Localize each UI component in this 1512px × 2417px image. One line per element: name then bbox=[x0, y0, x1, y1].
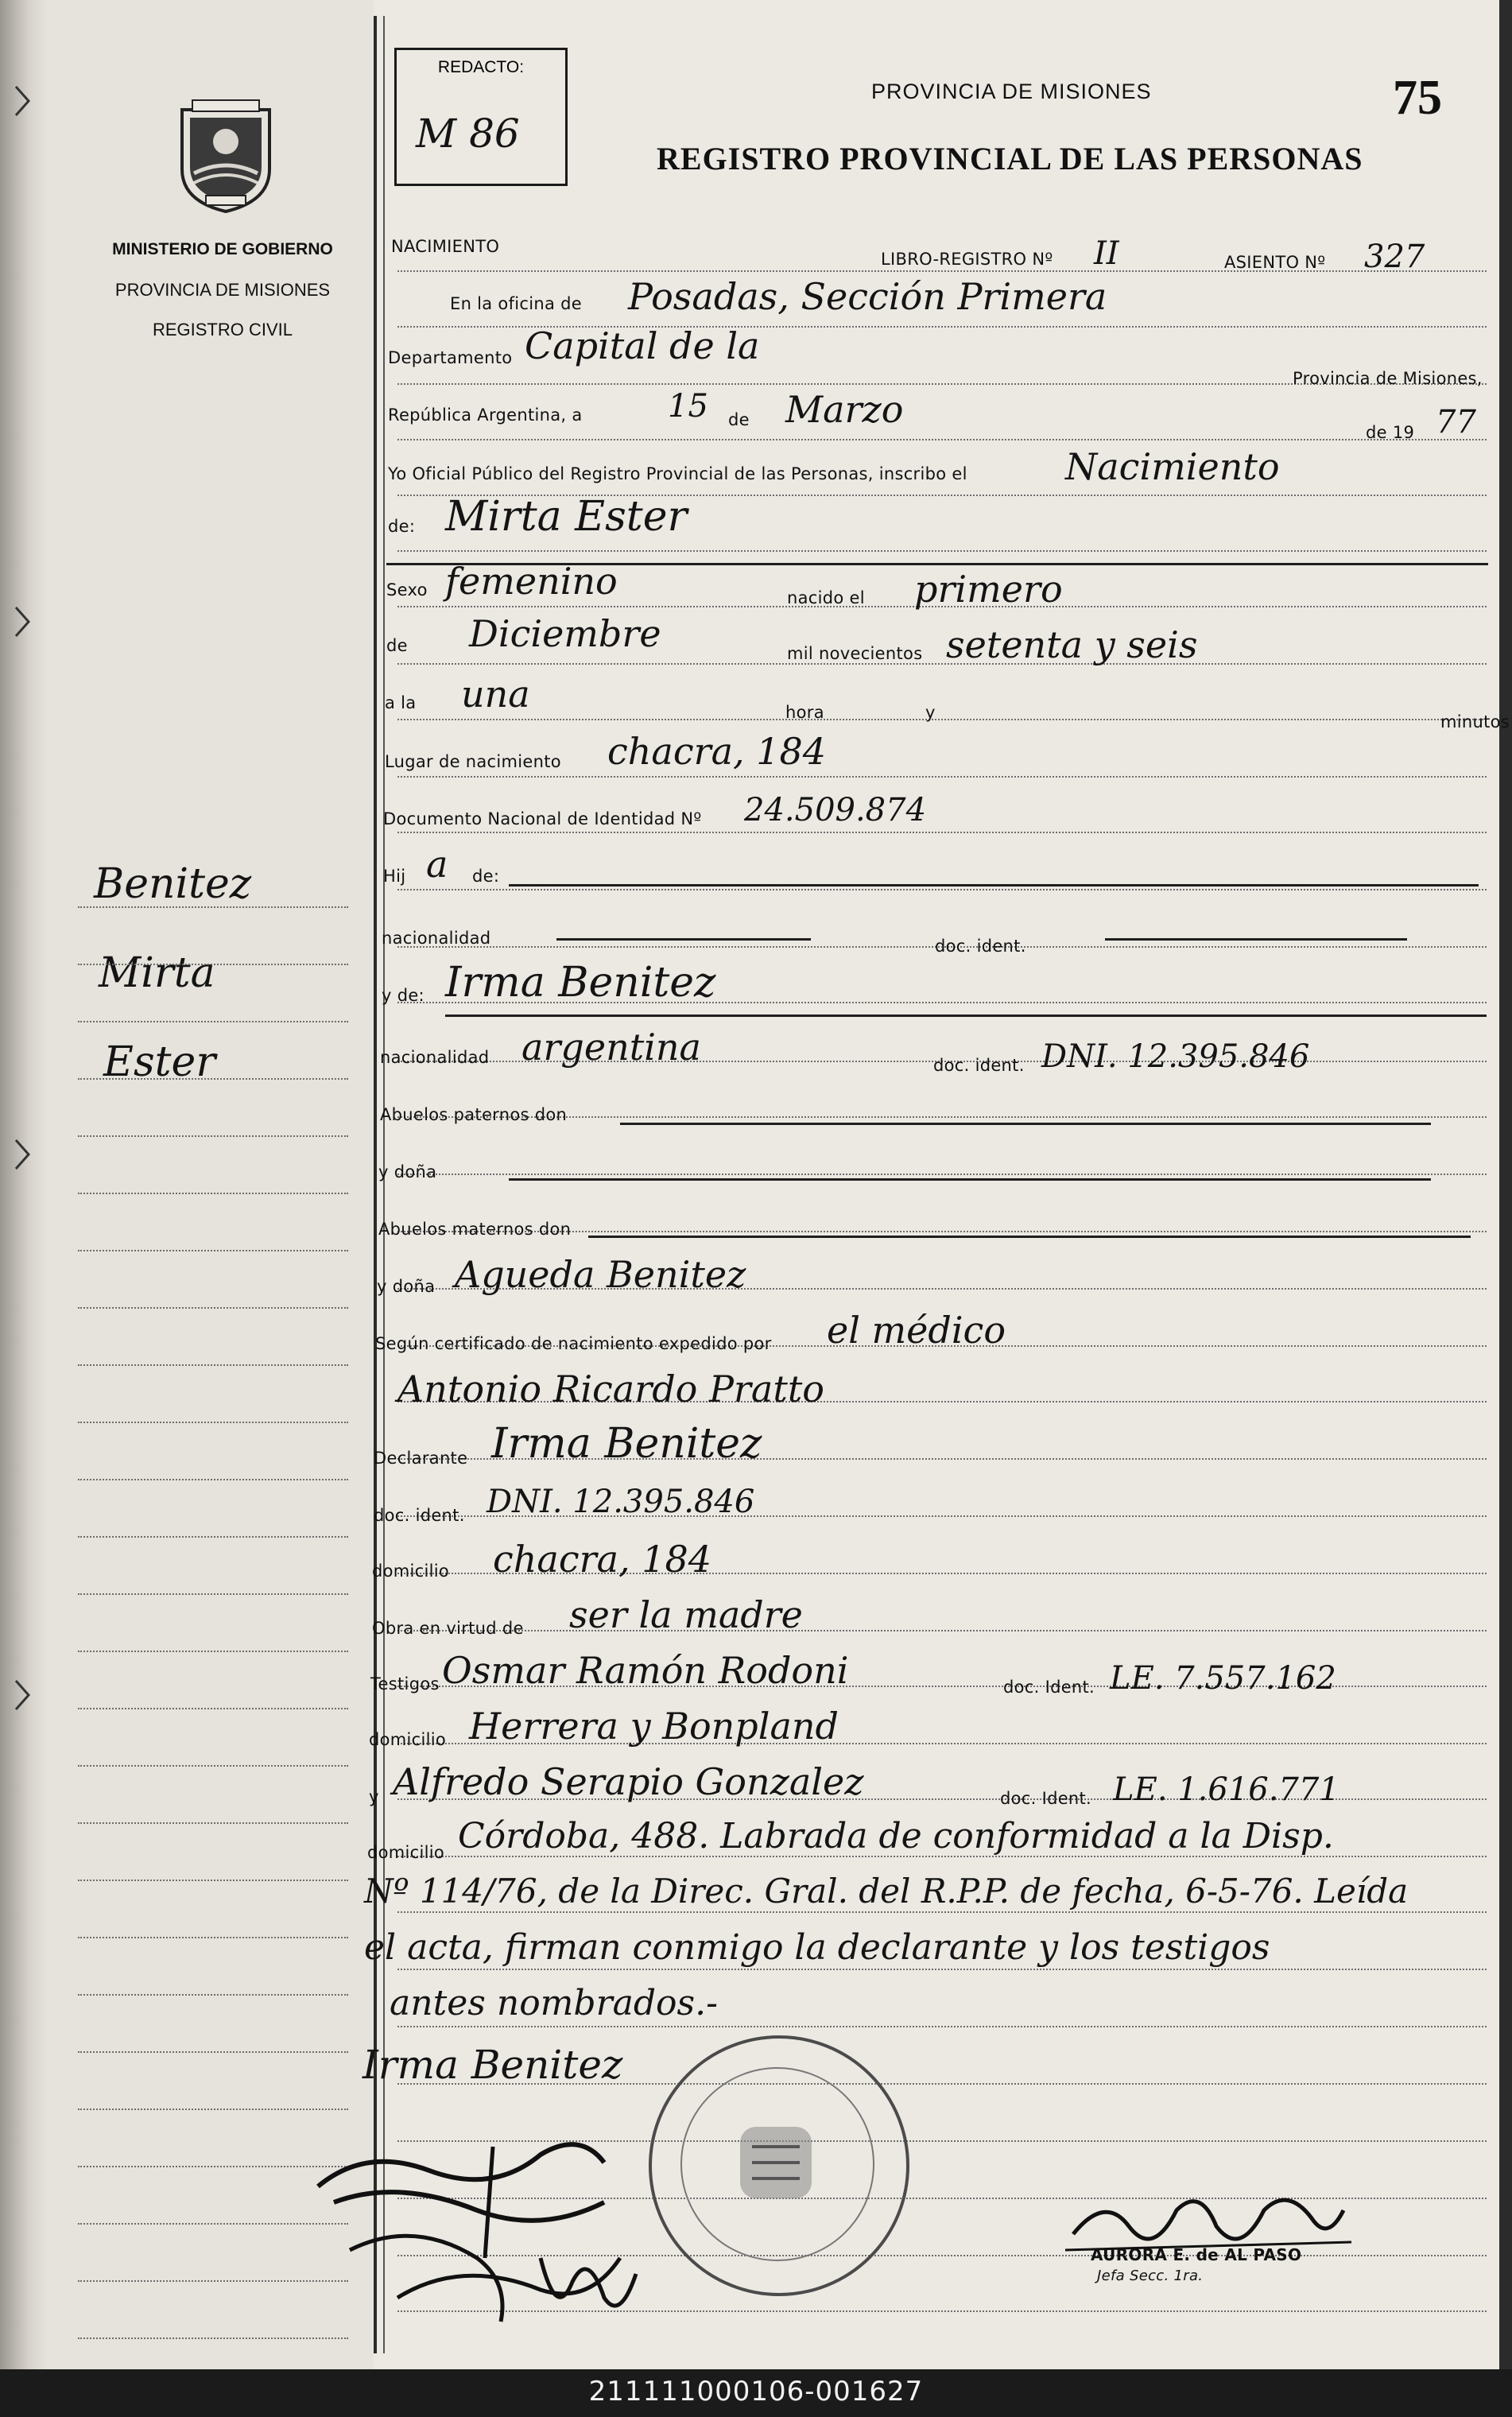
margin-dotted-line bbox=[78, 2337, 348, 2339]
redacto-value: M 86 bbox=[416, 111, 520, 157]
body-dotted-line bbox=[397, 439, 1487, 440]
medico-value: Antonio Ricardo Pratto bbox=[397, 1368, 824, 1410]
hora-value: una bbox=[461, 673, 530, 716]
ministry-registry: REGISTRO CIVIL bbox=[152, 320, 293, 339]
departamento-label: Departamento bbox=[388, 348, 513, 367]
dni-label: Documento Nacional de Identidad Nº bbox=[383, 809, 702, 828]
doc-ident3-label: doc. ident. bbox=[374, 1506, 465, 1525]
abuelos-pat-label: Abuelos paternos don bbox=[380, 1105, 568, 1124]
observaciones-line-2: Nº 114/76, de la Direc. Gral. del R.P.P. de fecha, 6-5-76. Leída bbox=[364, 1872, 1409, 1911]
margin-dotted-line bbox=[78, 1994, 348, 1996]
binding-mark-icon bbox=[14, 83, 32, 118]
certificado-value: el médico bbox=[827, 1309, 1006, 1352]
margin-rule bbox=[374, 16, 377, 2353]
sexo-value: femenino bbox=[445, 560, 618, 603]
testigo1-doc: LE. 7.557.162 bbox=[1110, 1660, 1336, 1697]
field-underline bbox=[509, 1178, 1431, 1181]
field-underline bbox=[588, 1236, 1471, 1238]
domicilio-label: domicilio bbox=[372, 1562, 450, 1581]
y2-label: y bbox=[369, 1787, 379, 1806]
abuelos-mat-label: Abuelos maternos don bbox=[378, 1220, 572, 1239]
body-dotted-line bbox=[397, 1911, 1487, 1913]
republica-label: República Argentina, a bbox=[388, 405, 583, 425]
margin-dotted-line bbox=[78, 1364, 348, 1366]
inscribo-value: Nacimiento bbox=[1065, 445, 1280, 488]
observaciones-line-4: antes nombrados.- bbox=[390, 1983, 718, 2023]
field-underline bbox=[620, 1123, 1431, 1125]
y-label: y bbox=[925, 703, 936, 722]
departamento-value: Capital de la bbox=[525, 324, 760, 367]
lugar-label: Lugar de nacimiento bbox=[385, 752, 561, 771]
mes-value: Marzo bbox=[785, 388, 904, 431]
minutos-label: minutos bbox=[1440, 712, 1510, 731]
de-label: de bbox=[728, 410, 750, 429]
margin-column bbox=[0, 0, 374, 2369]
firma-declarante: Irma Benitez bbox=[362, 2042, 623, 2088]
dia-value: 15 bbox=[668, 388, 708, 425]
margin-dotted-line bbox=[78, 1880, 348, 1881]
observaciones-line-3: el acta, firman conmigo la declarante y los testigos bbox=[364, 1927, 1270, 1968]
province-title: PROVINCIA DE MISIONES bbox=[871, 80, 1152, 103]
officer-stamp-name: AURORA E. de AL PASO bbox=[1091, 2245, 1302, 2264]
a-la-label: a la bbox=[385, 693, 417, 712]
margin-dotted-line bbox=[78, 1593, 348, 1595]
body-dotted-line bbox=[397, 889, 1487, 890]
testigo2-value: Alfredo Serapio Gonzalez bbox=[393, 1760, 864, 1803]
binding-mark-icon bbox=[14, 1137, 32, 1172]
de3-label: de: bbox=[472, 867, 500, 886]
body-dotted-line bbox=[397, 776, 1487, 778]
anio-nac-value: setenta y seis bbox=[946, 623, 1198, 666]
archive-footer bbox=[0, 2369, 1512, 2417]
officer-stamp-title: Jefa Secc. 1ra. bbox=[1097, 2268, 1204, 2284]
margin-first-name: Mirta bbox=[99, 949, 215, 997]
field-underline bbox=[1105, 938, 1407, 941]
y-dona-label: y doña bbox=[378, 1162, 437, 1181]
oficial-label: Yo Oficial Público del Registro Provincial de las Personas, inscribo el bbox=[388, 464, 967, 483]
margin-dotted-line bbox=[78, 1708, 348, 1709]
lugar-value: chacra, 184 bbox=[607, 730, 827, 773]
margin-dotted-line bbox=[78, 1422, 348, 1423]
ministry-province: PROVINCIA DE MISIONES bbox=[114, 280, 331, 300]
madre-value: Irma Benitez bbox=[445, 959, 716, 1007]
footer-code: 211111000106-001627 bbox=[588, 2376, 924, 2407]
margin-dotted-line bbox=[78, 1307, 348, 1309]
testigos-label: Testigos bbox=[370, 1674, 440, 1693]
margin-rule-inner bbox=[383, 16, 385, 2353]
asiento-value: 327 bbox=[1364, 239, 1425, 275]
obra-value: ser la madre bbox=[569, 1593, 803, 1636]
doc-ident5-label: doc. Ident. bbox=[1000, 1789, 1092, 1808]
asiento-label: ASIENTO Nº bbox=[1224, 253, 1326, 272]
domicilio3-label: domicilio bbox=[367, 1843, 445, 1862]
page-number: 75 bbox=[1393, 71, 1442, 125]
body-dotted-line bbox=[397, 550, 1487, 552]
body-dotted-line bbox=[397, 1969, 1487, 1970]
body-dotted-line bbox=[397, 1630, 1487, 1631]
field-underline bbox=[509, 884, 1479, 886]
declarante-label: Declarante bbox=[374, 1449, 468, 1468]
de2-label: de bbox=[386, 636, 408, 655]
anio-value: 77 bbox=[1436, 404, 1476, 440]
testigo1-domicilio: Herrera y Bonpland bbox=[469, 1705, 839, 1748]
body-dotted-line bbox=[397, 719, 1487, 720]
redacto-box bbox=[394, 48, 568, 186]
testigo2-doc: LE. 1.616.771 bbox=[1113, 1771, 1339, 1808]
redacto-label: REDACTO: bbox=[437, 58, 525, 76]
oficina-value: Posadas, Sección Primera bbox=[628, 275, 1107, 318]
margin-dotted-line bbox=[78, 906, 348, 908]
mil-label: mil novecientos bbox=[787, 644, 923, 663]
coat-of-arms-icon bbox=[170, 94, 281, 213]
de-nombre-label: de: bbox=[388, 517, 416, 536]
madre-label: y de: bbox=[382, 986, 425, 1005]
nacionalidad-madre-value: argentina bbox=[521, 1026, 701, 1069]
body-dotted-line bbox=[397, 1174, 1487, 1175]
registry-title: REGISTRO PROVINCIAL DE LAS PERSONAS bbox=[657, 141, 1363, 177]
margin-dotted-line bbox=[78, 1937, 348, 1938]
ministry-name: MINISTERIO DE GOBIERNO bbox=[112, 240, 333, 258]
doc-madre-value: DNI. 12.395.846 bbox=[1041, 1038, 1310, 1075]
margin-dotted-line bbox=[78, 1651, 348, 1652]
y-dona2-label: y doña bbox=[377, 1277, 436, 1296]
testigo1-value: Osmar Ramón Rodoni bbox=[442, 1649, 849, 1692]
domicilio2-label: domicilio bbox=[369, 1730, 447, 1749]
hora-label: hora bbox=[785, 703, 824, 722]
libro-label: LIBRO-REGISTRO Nº bbox=[881, 250, 1053, 269]
field-underline bbox=[556, 938, 811, 941]
margin-dotted-line bbox=[78, 1021, 348, 1022]
margin-dotted-line bbox=[78, 1536, 348, 1538]
abuela-mat-value: Agueda Benitez bbox=[455, 1253, 746, 1296]
nacionalidad-label: nacionalidad bbox=[382, 929, 491, 948]
margin-dotted-line bbox=[78, 1822, 348, 1824]
nombre-value: Mirta Ester bbox=[445, 493, 688, 541]
body-dotted-line bbox=[397, 832, 1487, 833]
margin-second-name: Ester bbox=[103, 1038, 216, 1086]
act-type-label: NACIMIENTO bbox=[391, 237, 500, 256]
domicilio-value: chacra, 184 bbox=[493, 1538, 712, 1581]
margin-dotted-line bbox=[78, 1765, 348, 1767]
sexo-label: Sexo bbox=[386, 580, 428, 599]
observaciones-line-1: Córdoba, 488. Labrada de conformidad a la Disp. bbox=[458, 1816, 1334, 1856]
doc-declarante-value: DNI. 12.395.846 bbox=[487, 1484, 755, 1520]
margin-dotted-line bbox=[78, 2051, 348, 2053]
margin-dotted-line bbox=[78, 1479, 348, 1480]
certificado-label: Según certificado de nacimiento expedido por bbox=[375, 1334, 772, 1353]
libro-value: II bbox=[1094, 235, 1119, 272]
nacionalidad2-label: nacionalidad bbox=[380, 1048, 490, 1067]
margin-dotted-line bbox=[78, 1078, 348, 1080]
nacido-label: nacido el bbox=[787, 588, 865, 607]
field-underline bbox=[445, 1015, 1487, 1017]
margin-dotted-line bbox=[78, 1135, 348, 1137]
dni-value: 24.509.874 bbox=[744, 792, 927, 828]
doc-ident2-label: doc. ident. bbox=[933, 1056, 1025, 1075]
binding-mark-icon bbox=[14, 1678, 32, 1713]
binding-shadow bbox=[0, 0, 48, 2369]
anio-label: de 19 bbox=[1366, 423, 1415, 442]
binding-mark-icon bbox=[14, 604, 32, 639]
margin-surname: Benitez bbox=[94, 860, 252, 908]
mes-nac-value: Diciembre bbox=[469, 612, 661, 655]
oficina-label: En la oficina de bbox=[450, 294, 582, 313]
witness-signature-scribble bbox=[302, 2099, 747, 2330]
hij-label: Hij bbox=[383, 867, 406, 886]
doc-ident-label: doc. ident. bbox=[935, 937, 1026, 956]
margin-dotted-line bbox=[78, 1193, 348, 1194]
body-dotted-line bbox=[397, 2026, 1487, 2027]
hij-value: a bbox=[426, 843, 448, 886]
provincia-suffix: Provincia de Misiones, bbox=[1293, 369, 1483, 388]
body-dotted-line bbox=[397, 663, 1487, 665]
margin-dotted-line bbox=[78, 1250, 348, 1251]
nacido-value: primero bbox=[914, 568, 1063, 611]
doc-ident4-label: doc. Ident. bbox=[1003, 1678, 1095, 1697]
declarante-value: Irma Benitez bbox=[491, 1420, 762, 1468]
margin-dotted-line bbox=[78, 964, 348, 965]
obra-label: Obra en virtud de bbox=[372, 1619, 524, 1638]
